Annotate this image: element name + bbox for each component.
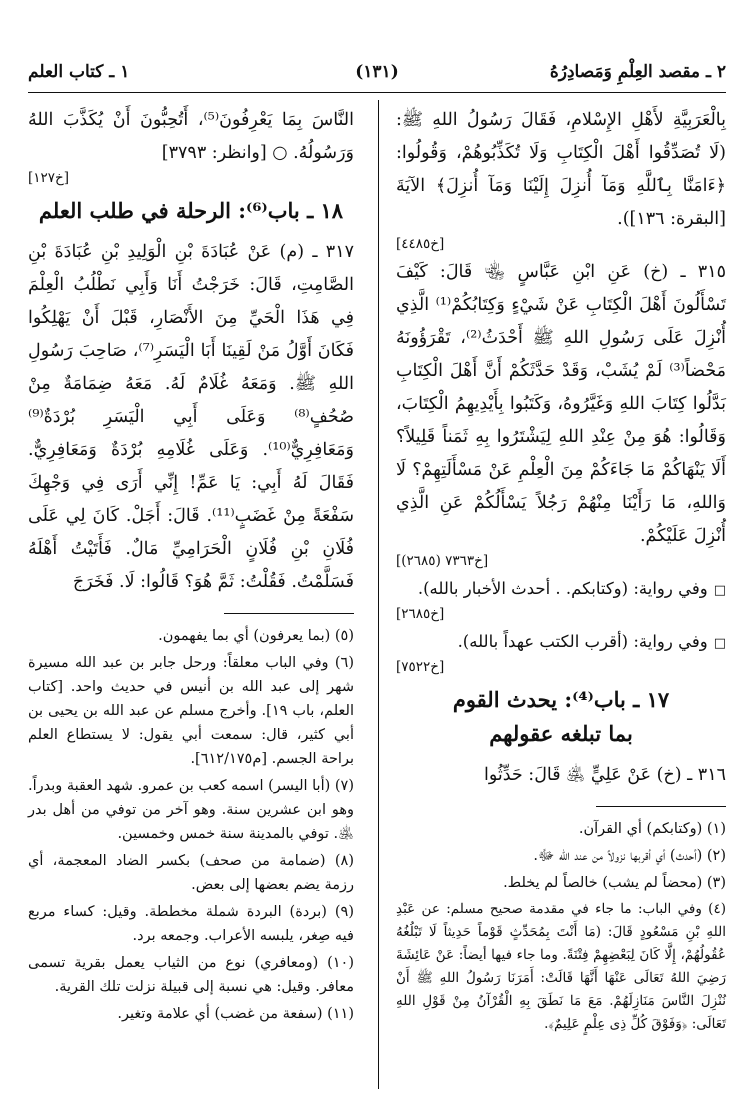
header-section-title: ٢ ـ مقصد العِلْمِ وَمَصادِرُهُ bbox=[549, 62, 726, 82]
footnote: (١٠) (ومعافري) نوع من الثياب يعمل بقرية تسمى معافر. وقيل: هي نسبة إلى قبيلة نزلت تلك القرية. bbox=[28, 955, 354, 995]
footnote: (٦) وفي الباب معلقاً: ورحل جابر بن عبد الله مسيرة شهر إلى عبد الله بن أنيس في حديث واحد. [كتاب العلم، باب ١٩]. وأخرج مسلم عن عبد الله بن يحيى بن أبي كثير، قال: سمعت أبي يقول: لا يستطاع العلم براحة الجسم. [م٦١٢/١٧٥]. bbox=[28, 655, 354, 767]
header-book-title: ١ ـ كتاب العلم bbox=[28, 62, 130, 82]
left-column bbox=[28, 104, 354, 1029]
hadith-reference: [خ٧٥٢٢] bbox=[396, 659, 445, 675]
hadith-317: ٣١٧ ـ (م) عَنْ عُبَادَةَ بْنِ الْوَلِيدِ بْنِ عُبَادَةَ بْنِ الصَّامِتِ، قَالَ: خَرَجْتُ أَنَا وَأَبِي نَطْلُبُ الْعِلْمَ فِي هَذَا الْحَيِّ مِنَ الأَنْصَارِ، قَبْلَ أَنْ يَهْلِكُوا فَكَانَ أَوَّلُ مَنْ لَقِينَا أَبَا الْيَسَرِ⁽⁷⁾، صَاحِبَ رَسُولِ اللهِ ﷺ. وَمَعَهُ غُلَامٌ لَهُ. مَعَهُ ضِمَامَةٌ مِنْ صُحُفٍ⁽⁸⁾ وَعَلَى أَبِي الْيَسَرِ بُرْدَةٌ⁽⁹⁾ وَمَعَافِرِيٌّ⁽¹⁰⁾. وَعَلَى غُلَامِهِ بُرْدَةٌ وَمَعَافِرِيٌّ. فَقَالَ لَهُ أَبِي: يَا عَمِّ! إِنِّي أَرَى فِي وَجْهِكَ سَفْعَةً مِنْ غَضَبٍ⁽¹¹⁾. قَالَ: أَجَلْ. كَانَ لِي عَلَى فُلَانِ بْنِ فُلَانٍ الْحَرَامِيِّ مَالٌ. فَأَتَيْتُ أَهْلَهُ فَسَلَّمْتُ. فَقُلْتُ: ثَمَّ هُوَ؟ قَالُوا: لَا. فَخَرَجَ bbox=[28, 242, 354, 592]
narration-variant: □وفي رواية: (أقرب الكتب عهداً بالله). bbox=[457, 632, 726, 651]
chapter-heading-18: ١٨ ـ باب⁽⁶⁾: الرحلة في طلب العلم bbox=[38, 198, 344, 223]
footnote: (٧) (أبا اليسر) اسمه كعب بن عمرو. شهد العقبة وبدراً. وهو ابن عشرين سنة. وهو آخر من توفي من أهل بدر ﵁. توفي بالمدينة سنة خمس وخمسين. bbox=[27, 778, 354, 842]
hadith-continuation: النَّاسَ بِمَا يَعْرِفُونَ⁽⁵⁾، أَتُحِبُّونَ أَنْ يُكَذَّبَ اللهُ وَرَسُولُهُ. ○ [وانظر: ٣٧٩٣] bbox=[28, 110, 355, 163]
hadith-reference: [خ٧٣٦٣ (٢٦٨٥)] bbox=[396, 553, 489, 569]
hadith-reference: [خ٢٦٨٥] bbox=[396, 606, 445, 622]
footnote: (٢) (أحدث) أي أقربها نزولاً من عند الله ﷻ. bbox=[533, 848, 726, 864]
footnote: (٣) (محضاً لم يشب) خالصاً لم يخلط. bbox=[503, 875, 726, 891]
footnote: (٥) (بما يعرفون) أي بما يفهمون. bbox=[158, 628, 354, 644]
footnote-rule bbox=[224, 613, 354, 614]
footnote: (٨) (ضمامة من صحف) بكسر الضاد المعجمة، أي رزمة يضم بعضها إلى بعض. bbox=[28, 853, 354, 893]
footnote: (١) (وكتابكم) أي القرآن. bbox=[578, 821, 726, 837]
footnote: (١١) (سفعة من غضب) أي علامة وتغير. bbox=[117, 1006, 354, 1022]
hadith-continuation: بِالْعَرَبِيَّةِ لأَهْلِ الإِسْلامِ، فَقَالَ رَسُولُ اللهِ ﷺ: (لَا تُصَدِّقُوا أَهْلَ الْكِتَابِ وَلَا تُكَذِّبُوهُمْ، وَقُولُوا: ﴿ءَامَنَّا بِٱللَّهِ وَمَآ أُنزِلَ إِلَيْنَا وَمَآ أُنزِلَ﴾ الآيَةَ [البقرة: ١٣٦]). bbox=[396, 110, 726, 229]
column-divider bbox=[378, 100, 379, 1089]
footnote: (٤) وفي الباب: ما جاء في مقدمة صحيح مسلم: عن عَبْدِ اللهِ بْنِ مَسْعُودٍ قَالَ: (مَا أَنْتَ بِمُحَدِّثٍ قَوْماً حَدِيثاً لَا تَبْلُغُهُ عُقُولُهُمْ، إِلَّا كَانَ لِبَعْضِهِمْ فِتْنَةً. وما جاء فيها أيضاً: عَنْ عَائِشَةَ رَضِيَ اللهُ تَعَالَى عَنْهَا أَنَّهَا قَالَتْ: أَمَرَنَا رَسُولُ اللهِ ﷺ أَنْ نُنْزِلَ النَّاسَ مَنَازِلَهُمْ. مَعَ مَا نَطَقَ بِهِ الْقُرْآنُ مِنْ قَوْلِ اللهِ تَعَالَى: ﴿وَفَوْقَ كُلِّ ذِى عِلْمٍ عَلِيمٌ﴾. bbox=[396, 901, 726, 1032]
chapter-heading-17: ١٧ ـ باب⁽⁴⁾: يحدث القوم بما تبلغه عقولهم bbox=[452, 687, 670, 746]
right-column bbox=[396, 104, 726, 1039]
hadith-reference: [خ٤٤٨٥] bbox=[396, 236, 445, 252]
hadith-316: ٣١٦ ـ (خ) عَنْ عَلِيٍّ ﵁ قَالَ: حَدِّثُوا bbox=[483, 765, 726, 785]
hadith-reference: [خ١٢٧] bbox=[28, 170, 70, 186]
header-rule bbox=[28, 92, 726, 93]
narration-variant: □وفي رواية: (وكتابكم. . أحدث الأخبار بالله). bbox=[417, 579, 726, 598]
footnote: (٩) (بردة) البردة شملة مخططة. وقيل: كساء مربع فيه صِغر، يلبسه الأعراب. وجمعه برد. bbox=[28, 904, 354, 944]
running-header bbox=[28, 60, 726, 94]
hadith-315: ٣١٥ ـ (خ) عَنِ ابْنِ عَبَّاسٍ ﵄ قَالَ: كَيْفَ تَسْأَلُونَ أَهْلَ الْكِتَابِ عَنْ شَيْءٍ وَكِتَابُكُمْ⁽¹⁾ الَّذِي أُنْزِلَ عَلَى رَسُولِ اللهِ ﷺ أَحْدَثُ⁽²⁾، تَقْرَؤُونَهُ مَحْضاً⁽³⁾ لَمْ يُشَبْ، وَقَدْ حَدَّثَكُمْ أَنَّ أَهْلَ الْكِتَابِ بَدَّلُوا كِتَابَ اللهِ وَغَيَّرُوهُ، وَكَتَبُوا بِأَيْدِيهِمُ الْكِتَابَ، وَقَالُوا: هُوَ مِنْ عِنْدِ اللهِ لِيَشْتَرُوا بِهِ ثَمَناً قَلِيلاً؟ أَلَا يَنْهَاكُمْ مَا جَاءَكُمْ مِنَ الْعِلْمِ عَنْ مَسْأَلَتِهِمْ؟ لَا وَاللهِ، مَا رَأَيْنَا مِنْهُمْ رَجُلاً يَسْأَلُكُمْ عَنِ الَّذِي أُنْزِلَ عَلَيْكُمْ. bbox=[396, 262, 726, 546]
footnote-rule bbox=[596, 806, 726, 807]
page-number: (١٣١) bbox=[355, 62, 399, 82]
